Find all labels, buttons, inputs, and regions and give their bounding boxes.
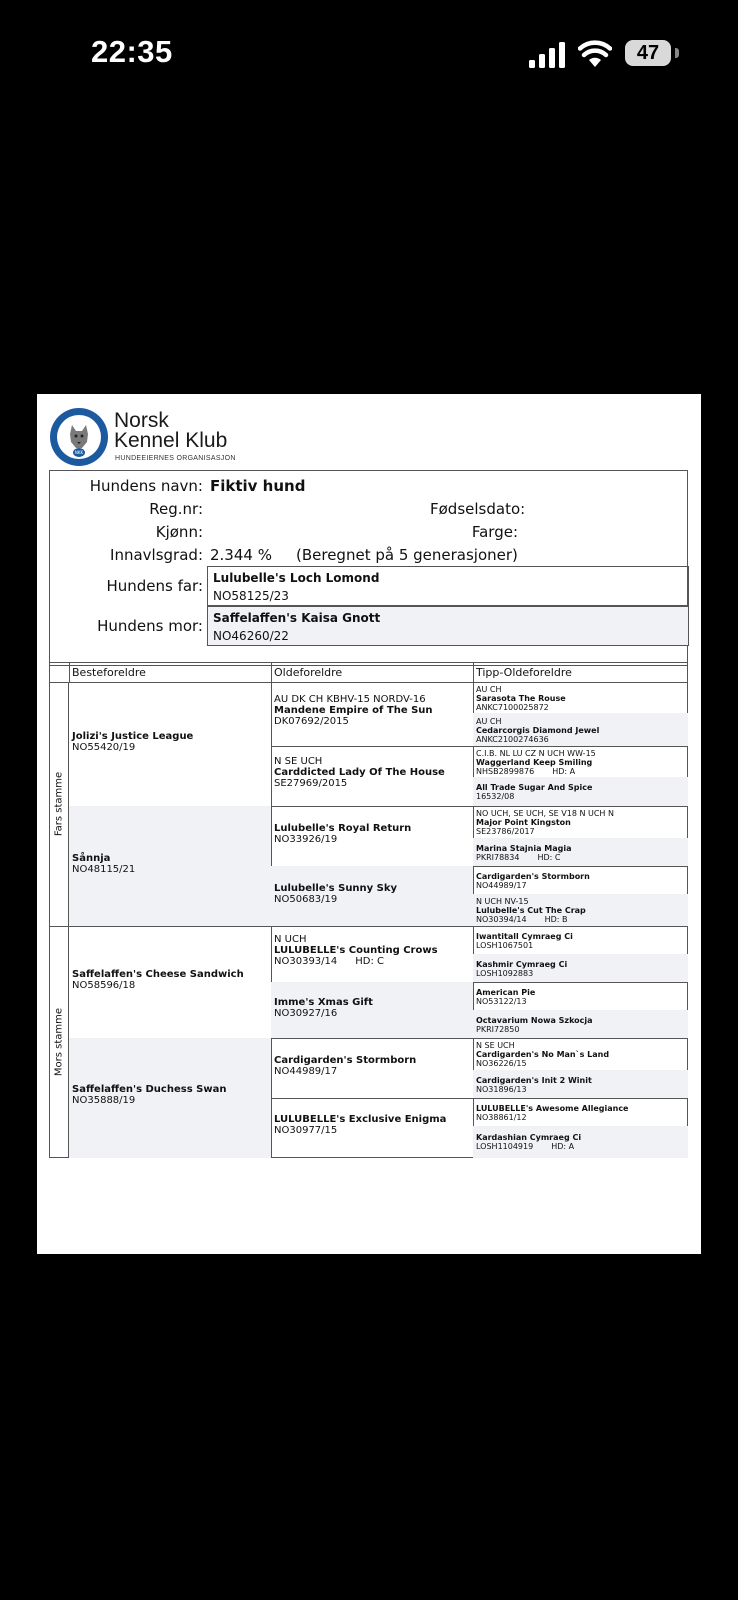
great-great-grandparent-cell xyxy=(473,1098,688,1127)
dam-name: Saffelaffen's Kaisa Gnott xyxy=(213,611,381,625)
great-great-grandparent-name: Lulubelle's Cut The Crap xyxy=(476,906,586,915)
great-grandparent-cell xyxy=(271,806,474,867)
great-great-grandparent-text xyxy=(476,1041,609,1068)
cellular-signal-icon xyxy=(529,42,567,68)
great-great-grandparent-reg-line xyxy=(476,1025,593,1034)
sire-label: Hundens far: xyxy=(106,577,203,595)
great-great-grandparent-title: C.I.B. NL LU CZ N UCH WW-15 xyxy=(476,748,596,758)
great-grandparent-reg: NO44989/17 xyxy=(274,1065,338,1077)
sire-reg: NO58125/23 xyxy=(213,589,289,603)
great-great-grandparent-name: Cardigarden's Stormborn xyxy=(476,871,590,881)
great-grandparent-name: Lulubelle's Royal Return xyxy=(274,822,412,834)
great-grandparent-reg: SE27969/2015 xyxy=(274,777,348,789)
great-grandparent-title: N SE UCH xyxy=(274,755,323,767)
great-grandparent-text xyxy=(274,823,411,845)
inbreeding-note: (Beregnet på 5 generasjoner) xyxy=(296,546,518,564)
great-great-grandparent-name: Marina Stajnia Magia xyxy=(476,843,572,853)
great-great-grandparent-text xyxy=(476,1076,592,1094)
sire-side-label xyxy=(50,682,69,927)
great-great-grandparent-reg-line xyxy=(476,969,567,978)
grandparent-cell xyxy=(69,1038,272,1158)
great-great-grandparent-title: NO UCH, SE UCH, SE V18 N UCH N xyxy=(476,809,614,818)
great-great-grandparent-reg: SE23786/2017 xyxy=(476,827,535,836)
great-great-grandparent-reg-line xyxy=(476,853,572,862)
great-grandparent-name: LULUBELLE's Exclusive Enigma xyxy=(274,1114,447,1125)
great-great-grandparent-reg: ANKC2100274636 xyxy=(476,734,549,744)
great-great-grandparent-hd: HD: C xyxy=(537,852,561,862)
great-great-grandparent-reg-line xyxy=(476,1059,609,1068)
great-great-grandparent-cell xyxy=(473,1010,688,1039)
great-great-grandparent-reg-line xyxy=(476,1113,628,1122)
great-great-grandparent-reg-line xyxy=(476,735,599,744)
great-great-grandparent-cell xyxy=(473,838,688,867)
great-great-grandparent-cell xyxy=(473,866,688,895)
great-grandparent-reg-line xyxy=(274,834,411,845)
great-grandparent-title: N UCH xyxy=(274,933,307,945)
great-great-grandparent-cell xyxy=(473,894,688,927)
great-great-grandparent-text xyxy=(476,988,535,1006)
great-great-grandparent-reg: ANKC7100025872 xyxy=(476,702,549,712)
sire-name: Lulubelle's Loch Lomond xyxy=(213,571,380,585)
great-great-grandparent-name: Major Point Kingston xyxy=(476,818,571,827)
great-great-grandparent-reg: NO36226/15 xyxy=(476,1059,527,1068)
great-great-grandparent-reg: NO38861/12 xyxy=(476,1112,527,1122)
clock: 22:35 xyxy=(91,34,173,69)
great-great-grandparent-title: AU CH xyxy=(476,684,502,694)
dob-label: Fødselsdato: xyxy=(430,500,526,518)
great-great-grandparent-text xyxy=(476,685,566,712)
pedigree-table xyxy=(49,662,688,1158)
great-great-grandparent-name: American Pie xyxy=(476,987,536,997)
great-great-grandparent-title: AU CH xyxy=(476,716,502,726)
great-great-grandparent-reg: LOSH1067501 xyxy=(476,940,534,950)
inbreeding-label: Innavlsgrad: xyxy=(110,546,203,564)
great-great-grandparent-name: LULUBELLE's Awesome Allegiance xyxy=(476,1103,629,1113)
dog-name: Fiktiv hund xyxy=(210,477,306,495)
battery-level: 47 xyxy=(636,42,660,64)
great-great-grandparent-cell xyxy=(473,713,688,747)
sire-side-text: Fars stamme xyxy=(53,771,65,837)
great-great-grandparent-name: Sarasota The Rouse xyxy=(476,693,566,703)
grandparent-name: Sånnja xyxy=(72,852,111,864)
grandparent-text xyxy=(72,1084,226,1106)
great-great-grandparent-text xyxy=(476,872,590,890)
great-great-grandparent-title: N SE UCH xyxy=(476,1041,515,1050)
header-great-great-grandparents: Tipp-Oldeforeldre xyxy=(473,663,688,683)
great-great-grandparent-name: Cardigarden's No Man`s Land xyxy=(476,1050,610,1059)
great-grandparent-text xyxy=(274,934,438,967)
great-great-grandparent-cell xyxy=(473,682,688,714)
dog-icon xyxy=(66,422,92,450)
great-great-grandparent-text xyxy=(476,749,596,776)
great-grandparent-name: LULUBELLE's Counting Crows xyxy=(274,944,438,956)
great-great-grandparent-hd: HD: A xyxy=(552,766,576,776)
header-great-grandparents: Oldeforeldre xyxy=(271,663,474,683)
great-grandparent-cell xyxy=(271,682,474,747)
inbreeding-value: 2.344 % xyxy=(210,546,272,564)
great-great-grandparent-reg-line xyxy=(476,792,592,801)
great-great-grandparent-reg: PKRI72850 xyxy=(476,1024,520,1034)
great-great-grandparent-text xyxy=(476,960,567,978)
great-grandparent-text xyxy=(274,694,433,727)
header-grandparents: Besteforeldre xyxy=(69,663,272,683)
grandparent-cell xyxy=(69,806,272,927)
great-grandparent-text xyxy=(274,756,445,789)
great-great-grandparent-reg: NO30394/14 xyxy=(476,915,527,924)
great-great-grandparent-reg-line xyxy=(476,827,614,836)
great-grandparent-reg: NO30393/14 xyxy=(274,955,338,967)
great-grandparent-reg: NO50683/19 xyxy=(274,893,338,905)
header-corner xyxy=(50,663,70,683)
great-great-grandparent-name: Kardashian Cymraeg Ci xyxy=(476,1133,582,1142)
great-grandparent-text xyxy=(274,1055,416,1077)
great-great-grandparent-reg: 16532/08 xyxy=(476,792,515,801)
great-great-grandparent-reg-line xyxy=(476,915,586,924)
great-grandparent-text xyxy=(274,883,397,905)
great-grandparent-name: Lulubelle's Sunny Sky xyxy=(274,882,398,894)
great-great-grandparent-reg-line xyxy=(476,703,566,712)
grandparent-text xyxy=(72,853,135,875)
great-great-grandparent-reg-line xyxy=(476,767,596,776)
great-great-grandparent-name: Waggerland Keep Smiling xyxy=(476,757,593,767)
great-great-grandparent-cell xyxy=(473,1038,688,1071)
great-great-grandparent-hd: HD: B xyxy=(544,915,568,924)
org-subtitle: HUNDEEIERNES ORGANISASJON xyxy=(115,455,236,462)
great-great-grandparent-title: N UCH NV-15 xyxy=(476,897,529,906)
grandparent-reg: NO48115/21 xyxy=(72,863,136,875)
grandparent-text xyxy=(72,731,193,753)
great-grandparent-reg-line xyxy=(274,1066,416,1077)
great-great-grandparent-name: Octavarium Nowa Szkocja xyxy=(476,1015,593,1025)
grandparent-cell xyxy=(69,926,272,1039)
color-label: Farge: xyxy=(471,523,518,541)
great-great-grandparent-cell xyxy=(473,954,688,983)
dam-reg: NO46260/22 xyxy=(213,629,289,643)
name-label: Hundens navn: xyxy=(89,477,203,495)
great-grandparent-cell xyxy=(271,982,474,1039)
great-grandparent-reg-line xyxy=(274,956,438,967)
great-great-grandparent-name: Kashmir Cymraeg Ci xyxy=(476,959,568,969)
grandparent-name: Saffelaffen's Cheese Sandwich xyxy=(72,968,244,980)
status-bar xyxy=(0,0,738,110)
dam-side-text: Mors stamme xyxy=(53,1007,65,1077)
reg-label: Reg.nr: xyxy=(149,500,203,518)
great-grandparent-reg-line xyxy=(274,1008,373,1019)
great-grandparent-text xyxy=(274,997,373,1019)
great-great-grandparent-name: Cardigarden's Init 2 Winit xyxy=(476,1075,592,1085)
pedigree-document xyxy=(37,394,701,1254)
great-great-grandparent-cell xyxy=(473,806,688,839)
great-grandparent-cell xyxy=(271,926,474,983)
sire-box xyxy=(207,566,689,606)
great-great-grandparent-text xyxy=(476,844,572,862)
dam-box xyxy=(207,606,689,646)
great-great-grandparent-reg-line xyxy=(476,941,573,950)
great-great-grandparent-reg-line xyxy=(476,1142,581,1151)
dam-side-label xyxy=(50,926,69,1158)
great-great-grandparent-text xyxy=(476,897,586,924)
great-great-grandparent-cell xyxy=(473,982,688,1011)
great-grandparent-reg: DK07692/2015 xyxy=(274,715,349,727)
great-great-grandparent-text xyxy=(476,1016,593,1034)
great-great-grandparent-cell xyxy=(473,926,688,955)
great-great-grandparent-text xyxy=(476,783,592,801)
grandparent-text xyxy=(72,969,244,991)
great-great-grandparent-cell xyxy=(473,1070,688,1099)
great-great-grandparent-cell xyxy=(473,746,688,778)
sex-label: Kjønn: xyxy=(155,523,203,541)
great-grandparent-reg: NO33926/19 xyxy=(274,833,338,845)
great-grandparent-cell xyxy=(271,866,474,927)
great-grandparent-name: Carddicted Lady Of The House xyxy=(274,766,445,778)
dam-label: Hundens mor: xyxy=(97,617,203,635)
wifi-icon xyxy=(578,40,612,68)
great-grandparent-text xyxy=(274,1114,446,1136)
great-grandparent-cell xyxy=(271,746,474,807)
great-great-grandparent-cell xyxy=(473,1126,688,1158)
great-grandparent-name: Cardigarden's Stormborn xyxy=(274,1054,417,1066)
great-great-grandparent-reg-line xyxy=(476,997,535,1006)
grandparent-reg: NO55420/19 xyxy=(72,741,136,753)
great-great-grandparent-reg-line xyxy=(476,881,590,890)
great-great-grandparent-text xyxy=(476,932,573,950)
great-great-grandparent-reg: NO44989/17 xyxy=(476,880,527,890)
great-grandparent-cell xyxy=(271,1038,474,1099)
dog-info-box xyxy=(49,470,688,666)
great-great-grandparent-name: All Trade Sugar And Spice xyxy=(476,783,593,792)
great-grandparent-title: AU DK CH KBHV-15 NORDV-16 xyxy=(274,693,426,705)
great-grandparent-cell xyxy=(271,1098,474,1158)
great-grandparent-name: Mandene Empire of The Sun xyxy=(274,704,433,716)
great-grandparent-name: Imme's Xmas Gift xyxy=(274,996,373,1008)
grandparent-reg: NO58596/18 xyxy=(72,979,136,991)
great-great-grandparent-reg-line xyxy=(476,1085,592,1094)
logo-badge: NKK xyxy=(74,450,84,455)
battery-icon xyxy=(625,40,673,68)
grandparent-name: Saffelaffen's Duchess Swan xyxy=(72,1084,227,1095)
great-grandparent-reg-line xyxy=(274,778,445,789)
great-grandparent-reg-line xyxy=(274,716,433,727)
great-great-grandparent-text xyxy=(476,1104,628,1122)
great-great-grandparent-text xyxy=(476,717,599,744)
great-great-grandparent-reg: LOSH1092883 xyxy=(476,968,534,978)
great-great-grandparent-reg: NO31896/13 xyxy=(476,1084,527,1094)
grandparent-name: Jolizi's Justice League xyxy=(72,730,194,742)
great-grandparent-reg: NO30927/16 xyxy=(274,1007,338,1019)
great-great-grandparent-reg: NHSB2899876 xyxy=(476,766,535,776)
great-grandparent-reg-line xyxy=(274,894,397,905)
great-great-grandparent-reg: NO53122/13 xyxy=(476,996,527,1006)
great-great-grandparent-name: Cedarcorgis Diamond Jewel xyxy=(476,725,600,735)
grandparent-reg: NO35888/19 xyxy=(72,1095,136,1106)
great-grandparent-hd: HD: C xyxy=(355,955,385,967)
great-great-grandparent-text xyxy=(476,1133,581,1151)
grandparent-cell xyxy=(69,682,272,807)
great-great-grandparent-reg: LOSH1104919 xyxy=(476,1142,534,1151)
org-name-line1: Norsk xyxy=(114,409,169,432)
great-great-grandparent-cell xyxy=(473,777,688,807)
org-name-line2: Kennel Klub xyxy=(114,429,228,452)
great-grandparent-reg: NO30977/15 xyxy=(274,1125,338,1136)
great-great-grandparent-name: Iwantitall Cymraeg Ci xyxy=(476,931,573,941)
great-great-grandparent-reg: PKRI78834 xyxy=(476,852,520,862)
nkk-logo xyxy=(50,408,108,466)
great-grandparent-reg-line xyxy=(274,1125,446,1136)
great-great-grandparent-hd: HD: A xyxy=(551,1142,575,1151)
great-great-grandparent-text xyxy=(476,809,614,836)
